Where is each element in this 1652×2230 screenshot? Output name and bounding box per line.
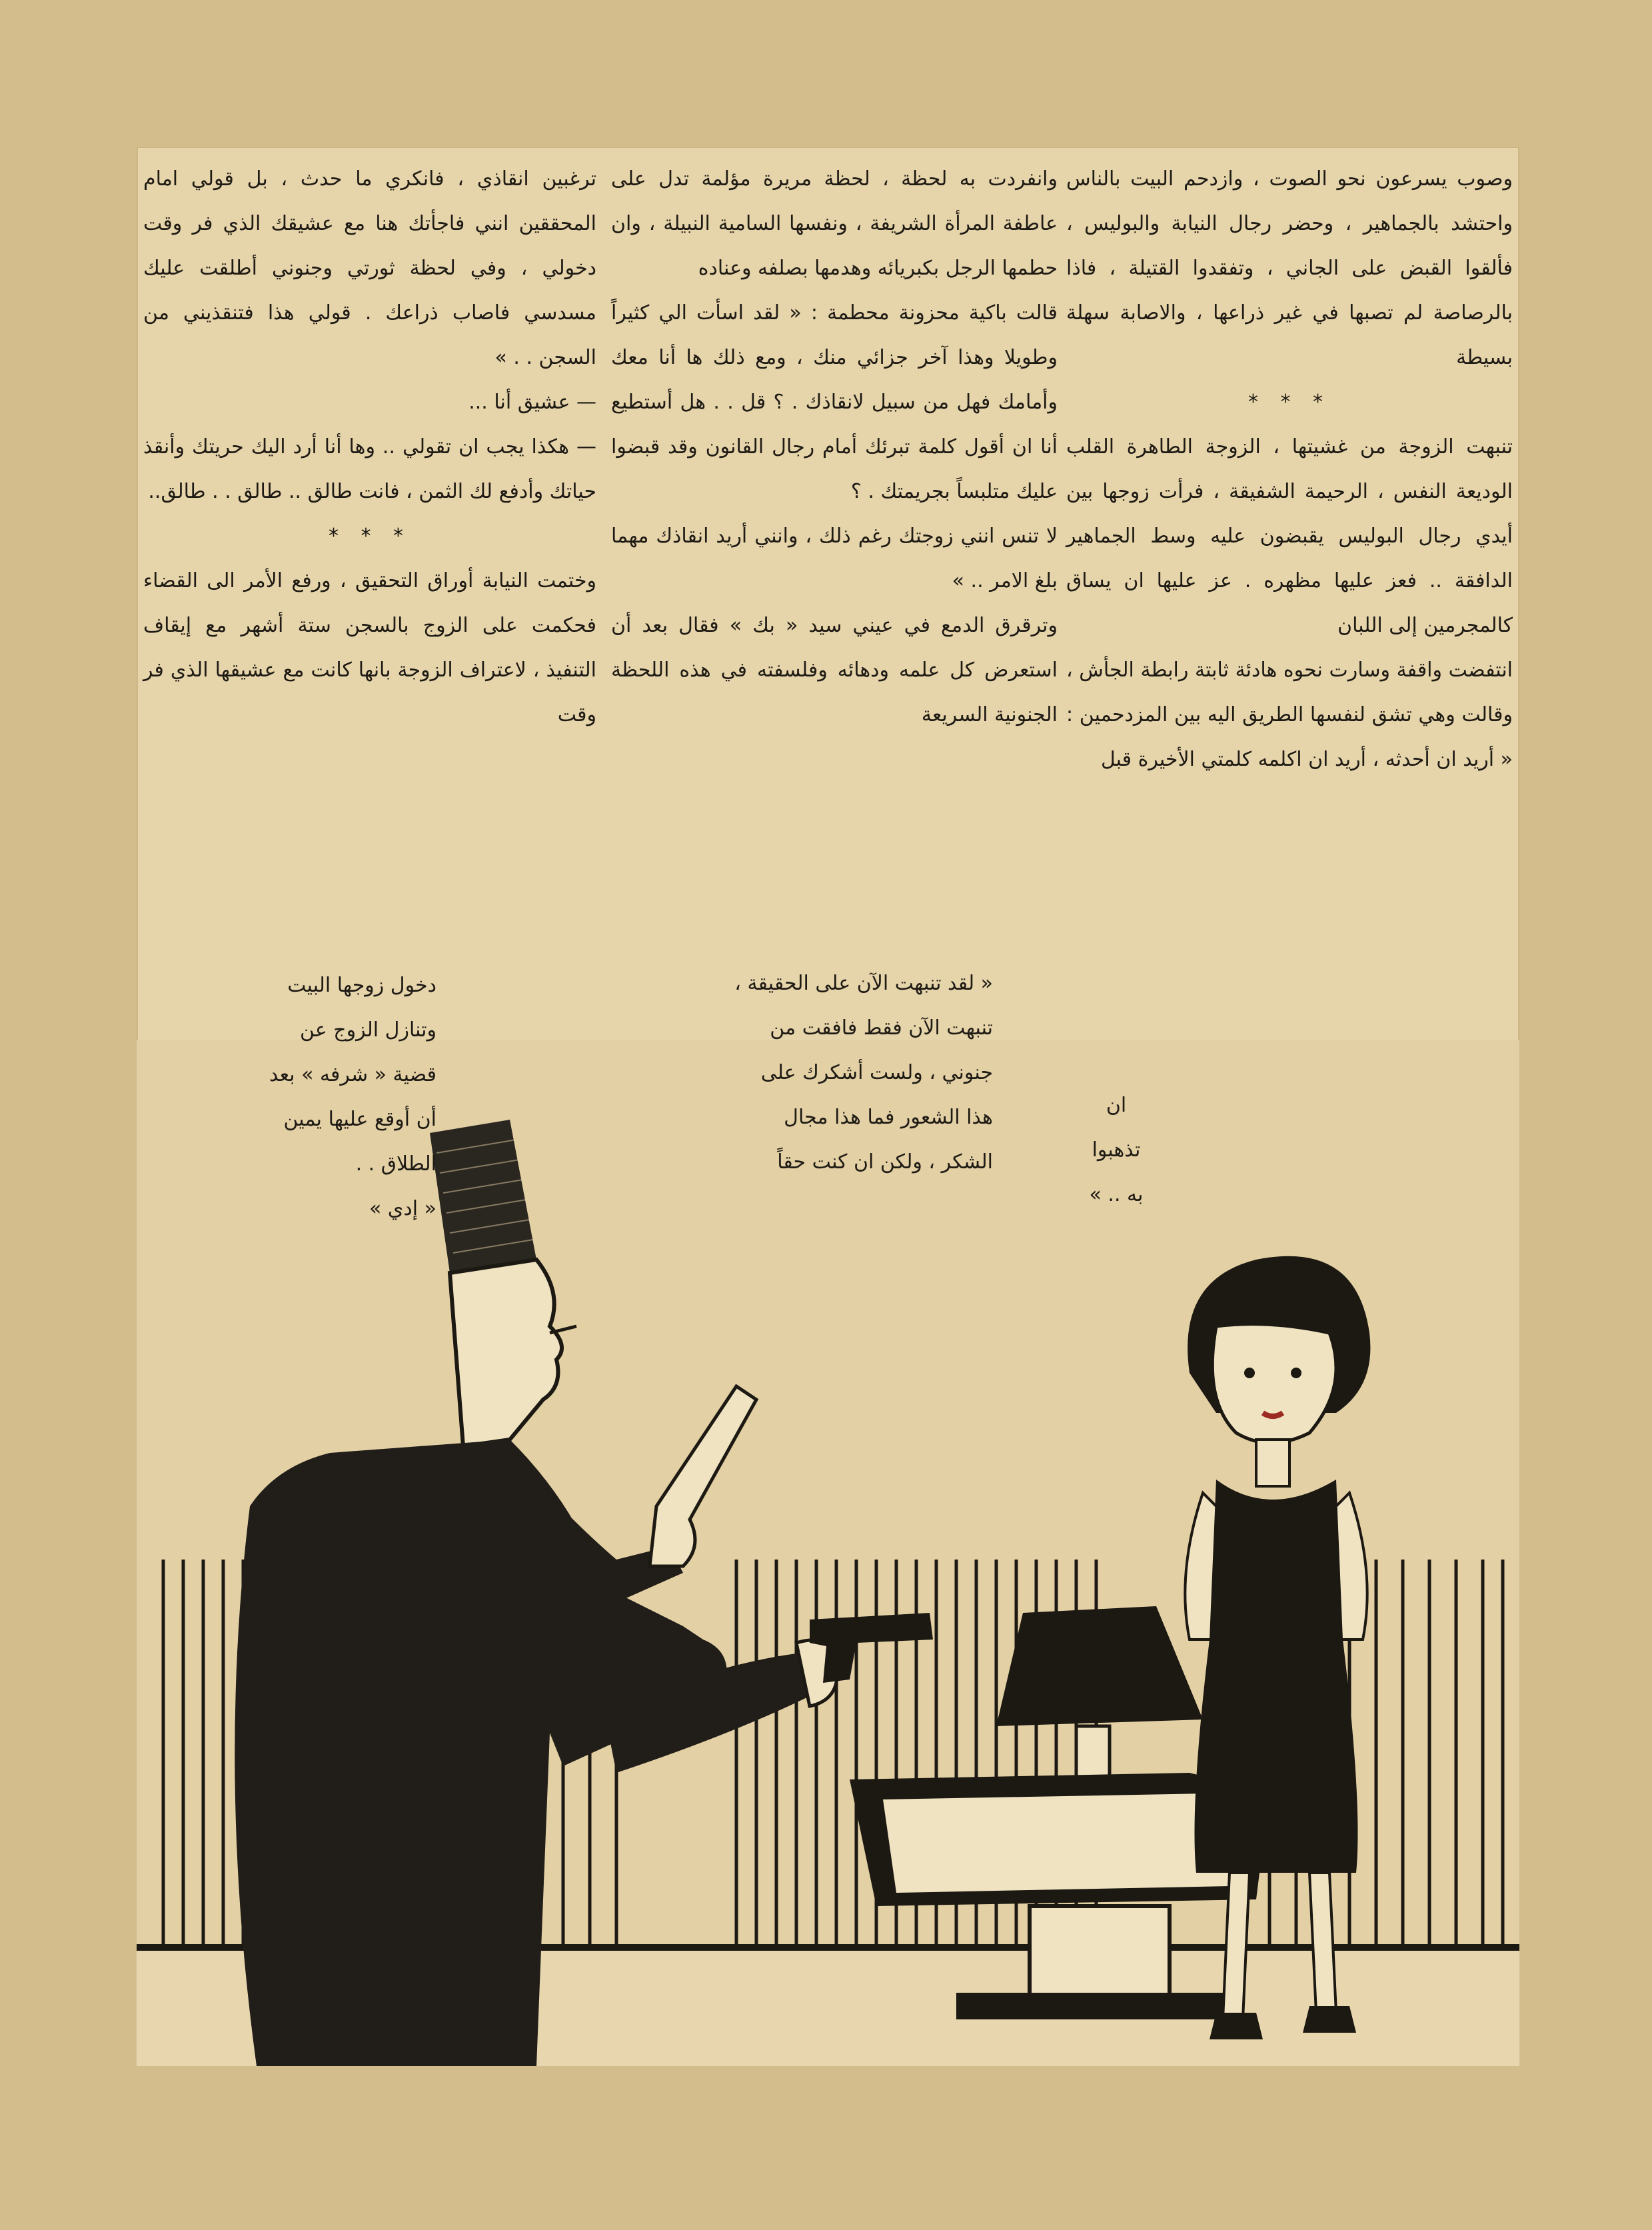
paragraph: ترغبين انقاذي ، فانكري ما حدث ، بل قولي امام المحققين انني فاجأتك هنا مع عشيقك الذي فر وقت دخولي ، وفي لحظة ثورتي وجنوني أطلقت عليك مسدسي فاصاب ذراعك . قولي هذا فتنقذيني من السجن . . »: [143, 167, 596, 369]
text-line: ان: [1106, 1094, 1127, 1117]
paragraph: وترقرق الدمع في عيني سيد « بك » فقال بعد أن استعرض كل علمه ودهائه وفلسفته في هذه اللحظة الجنونية السريعة: [611, 614, 1058, 726]
text-line: « لقد تنبهت الآن على الحقيقة ،: [734, 972, 993, 995]
text-line: هذا الشعور فما هذا مجال: [784, 1106, 993, 1129]
text-column-left: [143, 157, 596, 737]
paragraph: وصوب يسرعون نحو الصوت ، وازدحم البيت بالناس واحتشد بالجماهير ، وحضر رجال النيابة والبوليس ، فألقوا القبض على الجاني ، وتفقدوا القتيلة ، فاذا بالرصاصة لم تصبها في غير ذراعها ، والاصابة سهلة بسيطة: [1066, 167, 1513, 369]
text-line: الشكر ، ولكن ان كنت حقاً: [777, 1150, 993, 1174]
author-signature: « إدي »: [369, 1197, 436, 1220]
paragraph: انتفضت واقفة وسارت نحوه هادئة ثابتة رابطة الجأش ، وقالت وهي تشق لنفسها الطريق اليه بين المزدحمين : « أريد ان أحدثه ، أريد ان اكلمه كلمتي الأخيرة قبل: [1066, 658, 1513, 771]
text-line: تذهبوا: [1092, 1138, 1141, 1162]
paragraph: وانفردت به لحظة ، لحظة مريرة مؤلمة تدل على عاطفة المرأة الشريفة ، ونفسها السامية النبيلة ، وان حطمها الرجل بكبريائه وهدمها بصلفه وعناده: [611, 167, 1058, 280]
text-line: تنبهت الآن فقط فافقت من: [770, 1016, 993, 1040]
text-column-right: [1066, 157, 1513, 782]
paragraph: — عشيق أنا ...: [468, 391, 596, 414]
paragraph: وختمت النيابة أوراق التحقيق ، ورفع الأمر الى القضاء فحكمت على الزوج بالسجن ستة أشهر مع إيقاف التنفيذ ، لاعتراف الزوجة بانها كانت مع عشيقها الذي فر وقت: [143, 569, 596, 726]
text-line: جنوني ، ولست أشكرك على: [760, 1061, 993, 1084]
paragraph: تنبهت الزوجة من غشيتها ، الزوجة الطاهرة القلب الوديعة النفس ، الرحيمة الشفيقة ، فرأت زوجها بين أيدي رجال البوليس يقبضون عليه وسط الجماهير الدافقة .. فعز عليها مظهره . عز عليها ان يساق كالمجرمين إلى اللبان: [1066, 435, 1513, 637]
paragraph: — هكذا يجب ان تقولي .. وها أنا أرد اليك حريتك وأنقذ حياتك وأدفع لك الثمن ، فانت طالق .. طالق . . طالق..: [143, 435, 596, 503]
paragraph: لا تنس انني زوجتك رغم ذلك ، وانني أريد انقاذك مهما بلغ الامر .. »: [611, 525, 1058, 592]
text-line: الطلاق . .: [355, 1152, 436, 1176]
inset-text-middle: [700, 961, 993, 1184]
text-line: دخول زوجها البيت: [287, 974, 436, 997]
inset-text-left: [143, 963, 436, 1231]
text-column-middle: [611, 157, 1058, 737]
section-separator: * * *: [1247, 391, 1331, 414]
text-line: أن أوقع عليها يمين: [283, 1108, 436, 1131]
section-separator: * * *: [328, 525, 412, 548]
text-line: وتنازل الزوج عن: [299, 1018, 436, 1042]
magazine-page: [137, 147, 1519, 2066]
text-line: قضية « شرفه » بعد: [269, 1063, 436, 1086]
paragraph: قالت باكية محزونة محطمة : « لقد اسأت الي كثيراً وطويلا وهذا آخر جزائي منك ، ومع ذلك ها أنا معك وأمامك فهل من سبيل لانقاذك . ؟ قل . . هل أستطيع أنا ان أقول كلمة تبرئك أمام رجال القانون وقد قبضوا عليك متلبساً بجريمتك . ؟: [611, 301, 1058, 503]
text-line: به .. »: [1089, 1183, 1144, 1206]
inset-text-right: [1076, 1083, 1156, 1217]
